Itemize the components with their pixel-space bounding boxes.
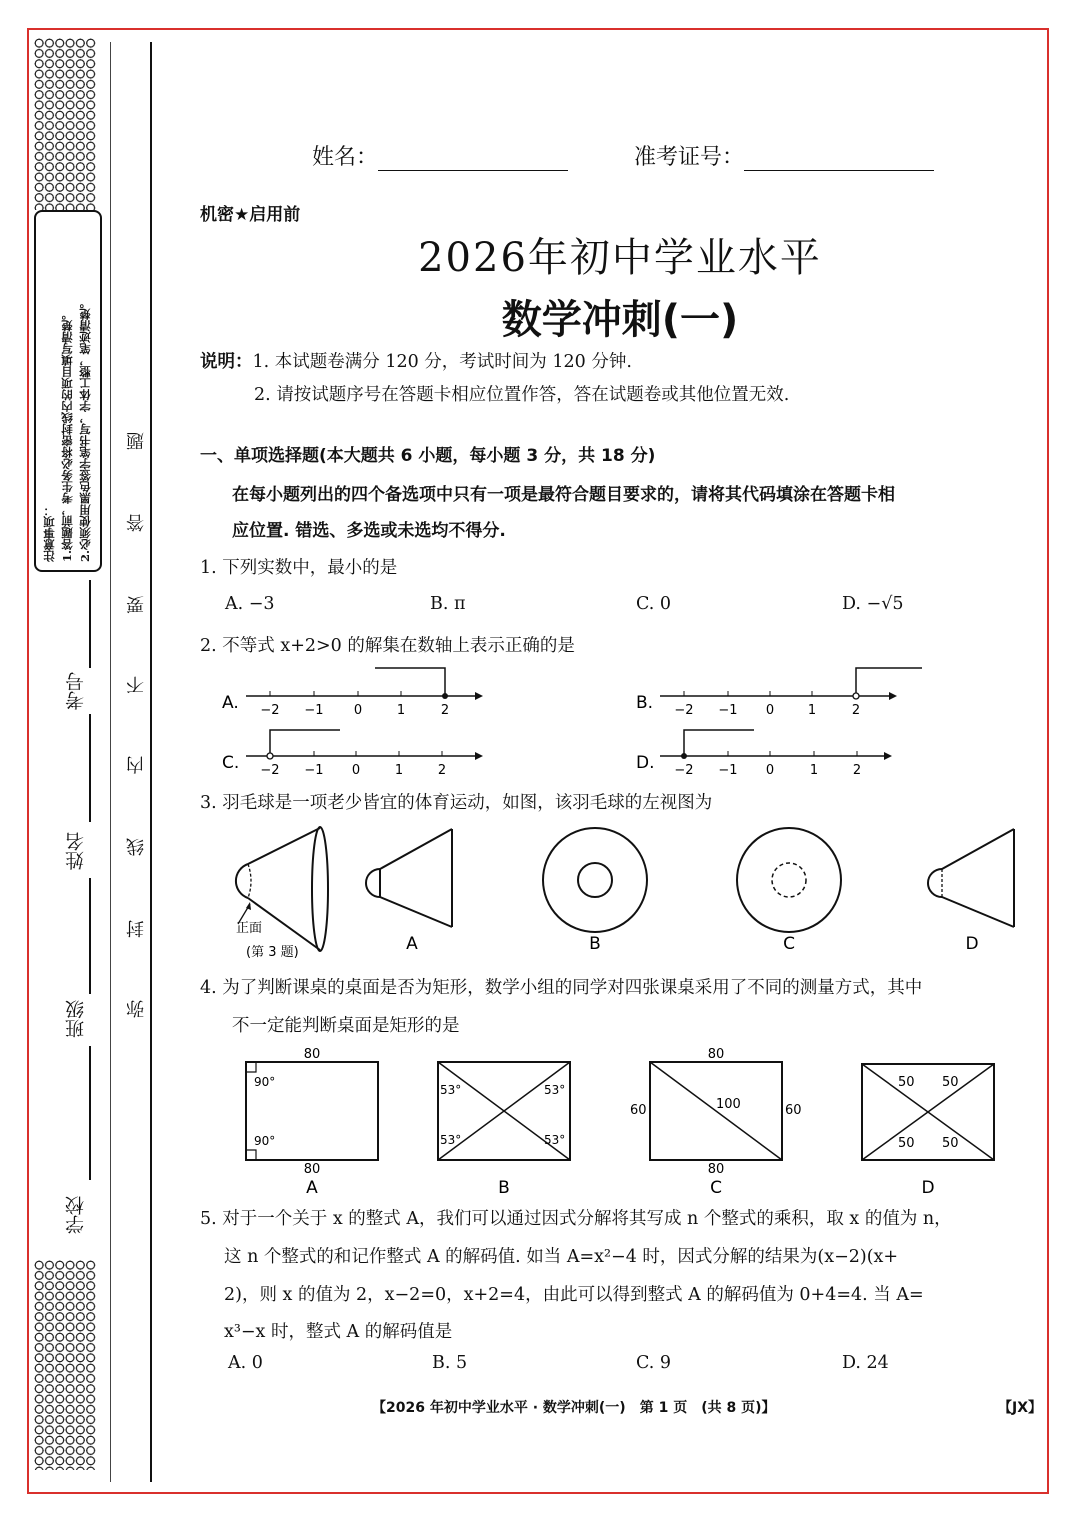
q3-label-c: C xyxy=(783,934,795,954)
q3-label-d: D xyxy=(965,934,979,954)
q2-option-b-figure[interactable] xyxy=(634,660,924,720)
section-heading: 一、单项选择题(本大题共 6 小题，每小题 3 分，共 18 分) xyxy=(200,446,656,466)
exam-subtitle: 数学冲刺(一) xyxy=(501,297,739,343)
svg-text:0: 0 xyxy=(351,763,361,778)
field-line-exam-no[interactable] xyxy=(89,580,91,668)
svg-text:−1: −1 xyxy=(304,763,324,778)
footer-text: 【2026 年初中学业水平 · 数学冲刺(一) 第 1 页 (共 8 页)】 xyxy=(372,1400,776,1416)
name-field[interactable] xyxy=(312,140,568,171)
q2-option-d-figure[interactable] xyxy=(634,720,904,780)
q4-stem-2: 不一定能判断桌面是矩形的是 xyxy=(232,1016,460,1036)
notes-item-1: 1. 本试题卷满分 120 分，考试时间为 120 分钟. xyxy=(252,352,632,372)
q2-label-c: C. xyxy=(222,753,240,773)
field-line-exam-no-2[interactable] xyxy=(89,714,91,822)
field-line-name[interactable] xyxy=(89,878,91,994)
q4-option-d-figure[interactable] xyxy=(852,1044,1002,1196)
svg-text:0: 0 xyxy=(765,763,775,778)
svg-text:60: 60 xyxy=(785,1103,802,1118)
q4-option-c-figure[interactable] xyxy=(628,1044,808,1196)
fig3-caption: (第 3 题) xyxy=(246,945,299,960)
q4-label-d: D xyxy=(921,1178,935,1196)
q3-label-a: A xyxy=(406,934,418,954)
q5-option-c[interactable]: C. 9 xyxy=(636,1353,672,1373)
notes-line-1 xyxy=(200,348,632,373)
q2-label-a: A. xyxy=(222,693,239,713)
svg-text:2: 2 xyxy=(437,763,447,778)
seal-char: 要 xyxy=(126,596,147,614)
q3-option-b-figure[interactable] xyxy=(540,820,650,960)
front-label: 正面 xyxy=(236,921,263,936)
svg-text:80: 80 xyxy=(707,1162,725,1177)
svg-text:0: 0 xyxy=(353,703,363,718)
field-label-class: 班级 xyxy=(65,1000,87,1038)
q2-stem: 2. 不等式 x+2>0 的解集在数轴上表示正确的是 xyxy=(200,636,575,656)
svg-text:80: 80 xyxy=(707,1047,725,1062)
svg-text:50: 50 xyxy=(942,1136,959,1151)
name-blank[interactable] xyxy=(378,146,568,171)
svg-text:80: 80 xyxy=(303,1162,321,1177)
notice-title: 注意事项： xyxy=(42,504,56,562)
q3-stem: 3. 羽毛球是一项老少皆宜的体育运动，如图，该羽毛球的左视图为 xyxy=(200,793,713,813)
svg-text:−1: −1 xyxy=(718,703,738,718)
seal-char: 内 xyxy=(126,756,147,774)
svg-text:53°: 53° xyxy=(440,1083,462,1097)
svg-text:53°: 53° xyxy=(440,1133,462,1147)
svg-text:60: 60 xyxy=(630,1103,647,1118)
field-label-name: 姓名 xyxy=(65,832,87,870)
svg-text:50: 50 xyxy=(942,1075,959,1090)
q3-label-b: B xyxy=(589,934,601,954)
section-instr-2: 应位置. 错选、多选或未选均不得分. xyxy=(232,521,506,541)
shuttlecock-figure xyxy=(220,820,340,970)
name-label: 姓名： xyxy=(312,145,379,170)
svg-text:−1: −1 xyxy=(304,703,324,718)
svg-text:90°: 90° xyxy=(254,1075,276,1089)
svg-text:53°: 53° xyxy=(544,1133,566,1147)
svg-text:2: 2 xyxy=(851,703,861,718)
q1-option-b[interactable]: B. π xyxy=(430,594,466,614)
svg-text:2: 2 xyxy=(852,763,862,778)
q5-option-b[interactable]: B. 5 xyxy=(432,1353,468,1373)
q1-option-d[interactable]: D. −√5 xyxy=(842,594,904,614)
q5-line-2: 这 n 个整式的和记作整式 A 的解码值. 如当 A=x²−4 时，因式分解的结果为(x−2)(x+ xyxy=(224,1247,899,1267)
seal-char: 弥 xyxy=(126,1000,147,1018)
svg-text:−1: −1 xyxy=(718,763,738,778)
q5-option-d[interactable]: D. 24 xyxy=(842,1353,889,1373)
q2-label-b: B. xyxy=(636,693,654,713)
q5-option-a[interactable]: A. 0 xyxy=(228,1353,263,1373)
svg-text:−2: −2 xyxy=(260,703,280,718)
q3-option-d-figure[interactable] xyxy=(924,825,1024,960)
svg-text:−2: −2 xyxy=(674,703,694,718)
secret-mark: 机密★启用前 xyxy=(200,205,301,225)
svg-text:1: 1 xyxy=(394,763,404,778)
svg-text:53°: 53° xyxy=(544,1083,566,1097)
binding-holes-top xyxy=(34,38,96,210)
q4-option-a-figure[interactable] xyxy=(236,1044,386,1196)
q2-option-c-figure[interactable] xyxy=(220,720,500,780)
field-label-exam-no: 考号 xyxy=(65,672,87,710)
svg-text:50: 50 xyxy=(898,1136,915,1151)
seal-char: 线 xyxy=(126,838,147,856)
seal-char: 不 xyxy=(126,676,147,694)
svg-text:−2: −2 xyxy=(674,763,694,778)
q5-line-4: x³−x 时，整式 A 的解码值是 xyxy=(224,1322,453,1342)
notice-item-2: 2.必须使用黑色签字笔书写，字体工整，笔迹清楚。 xyxy=(78,296,92,562)
svg-text:100: 100 xyxy=(716,1097,741,1112)
svg-text:80: 80 xyxy=(303,1047,321,1062)
q4-label-b: B xyxy=(498,1178,510,1196)
svg-text:90°: 90° xyxy=(254,1134,276,1148)
exam-no-field[interactable] xyxy=(634,140,934,171)
field-label-school: 学校 xyxy=(65,1196,87,1234)
svg-text:1: 1 xyxy=(809,763,819,778)
field-line-class[interactable] xyxy=(89,1046,91,1180)
svg-text:1: 1 xyxy=(807,703,817,718)
notice-item-1: 1.答题前，考生务必将密封线内的项目填写清楚。 xyxy=(60,308,74,562)
exam-no-blank[interactable] xyxy=(744,146,934,171)
svg-text:1: 1 xyxy=(396,703,406,718)
notes-label: 说明： xyxy=(200,352,253,372)
q5-line-3: 2)，则 x 的值为 2，x−2=0，x+2=4，由此可以得到整式 A 的解码值为 0+4=4. 当 A= xyxy=(224,1285,924,1305)
q4-option-b-figure[interactable] xyxy=(428,1044,578,1196)
q1-option-c[interactable]: C. 0 xyxy=(636,594,672,614)
q5-line-1: 5. 对于一个关于 x 的整式 A，我们可以通过因式分解将其写成 n 个整式的乘积，取 x 的值为 n， xyxy=(200,1209,952,1229)
seal-char: 题 xyxy=(126,432,147,450)
section-instr-1: 在每小题列出的四个备选项中只有一项是最符合题目要求的，请将其代码填涂在答题卡相 xyxy=(232,485,895,505)
svg-text:−2: −2 xyxy=(260,763,280,778)
binding-holes-bottom xyxy=(34,1260,96,1470)
q3-option-a-figure[interactable] xyxy=(362,825,462,960)
svg-text:0: 0 xyxy=(765,703,775,718)
seal-char: 答 xyxy=(126,514,147,532)
seal-char: 封 xyxy=(126,920,147,938)
exam-no-label: 准考证号： xyxy=(634,145,745,170)
q2-option-a-figure[interactable] xyxy=(220,660,500,720)
svg-text:50: 50 xyxy=(898,1075,915,1090)
q1-option-a[interactable]: A. −3 xyxy=(225,594,275,614)
svg-text:2: 2 xyxy=(440,703,450,718)
q1-stem: 1. 下列实数中，最小的是 xyxy=(200,558,398,578)
exam-title: 2026年初中学业水平 xyxy=(418,235,822,281)
q3-option-c-figure[interactable] xyxy=(734,820,844,960)
q2-label-d: D. xyxy=(636,753,655,773)
q4-label-a: A xyxy=(306,1178,318,1196)
footer-code: 【JX】 xyxy=(998,1400,1043,1416)
notes-item-2: 2. 请按试题序号在答题卡相应位置作答，答在试题卷或其他位置无效. xyxy=(254,385,790,405)
q4-stem-1: 4. 为了判断课桌的桌面是否为矩形，数学小组的同学对四张课桌采用了不同的测量方式，其中 xyxy=(200,978,923,998)
q4-label-c: C xyxy=(710,1178,722,1196)
